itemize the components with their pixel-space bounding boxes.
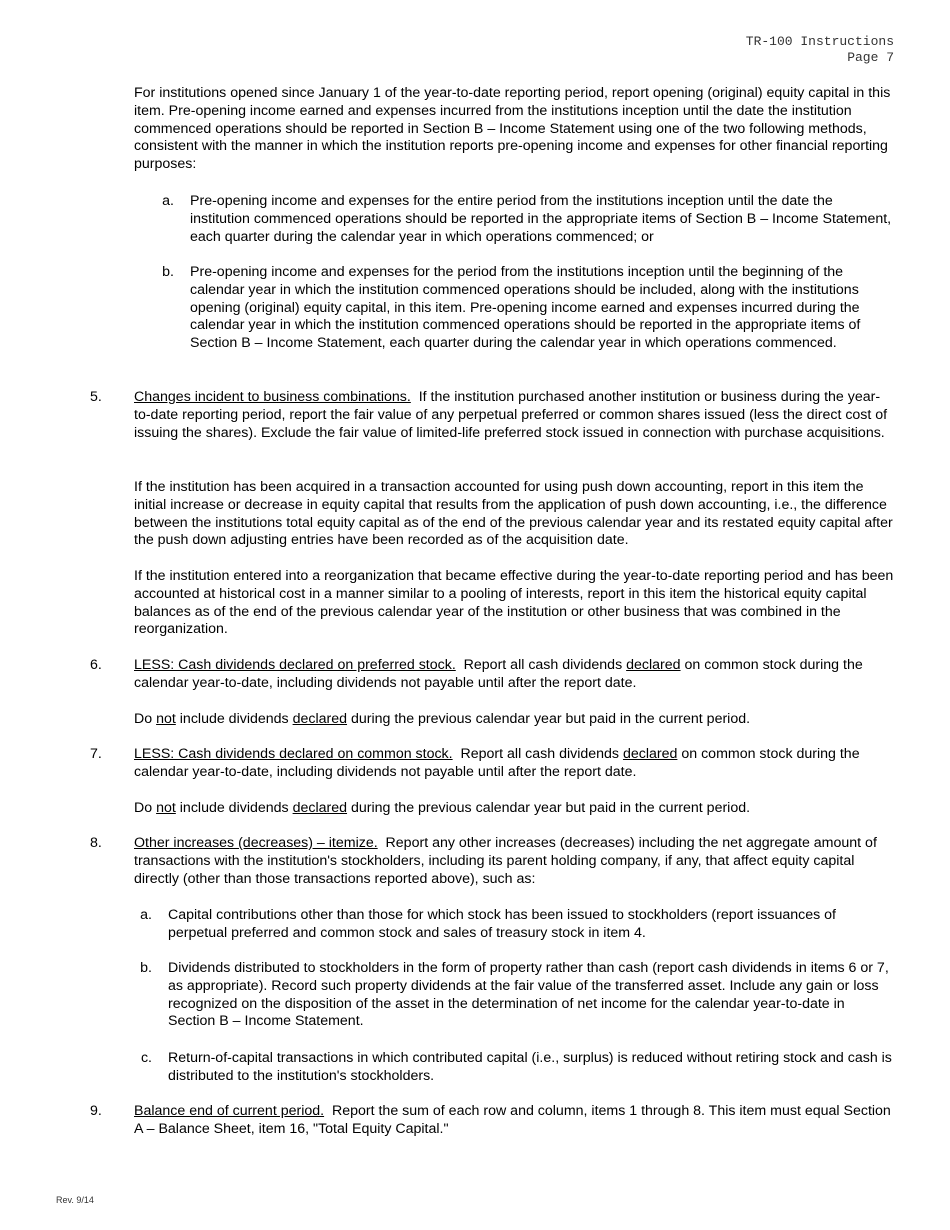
item-6-heading: LESS: Cash dividends declared on preferred stock.: [134, 657, 456, 673]
item-7-note-b: include dividends: [179, 800, 289, 816]
item-6-body-a: Report all cash dividends: [463, 657, 623, 673]
item-6-number: 6.: [90, 657, 102, 673]
item-6-declared: declared: [626, 657, 681, 673]
item-6-note-b: include dividends: [179, 711, 289, 727]
intro-item-a-text: Pre-opening income and expenses for the entire period from the institutions inception until the date the institution commenced operations should be reported in the appropriate items of Section B – Income Statement, each quarter during the calendar year in which operations commenced; or: [190, 193, 892, 245]
item-9-number: 9.: [90, 1103, 102, 1119]
item-7-heading: LESS: Cash dividends declared on common stock.: [134, 746, 453, 762]
item-5-body: If the institution purchased another institution or business during the year-to-date reporting period, report the fair value of any perpetual preferred or common shares issued (less the direct cost of issuing the shares). Exclude the fair value of limited-life preferred stock issued in connection with purchase acquisitions.: [134, 389, 888, 441]
item-5-reorganization-paragraph: If the institution entered into a reorganization that became effective during the year-to-date reporting period and has been accounted at historical cost in a manner similar to a pooling of interests, report in this item the historical equity capital balances as of the end of the previous calendar year of the institution or other business that was combined in the reorganization.: [134, 568, 894, 638]
item-6-not: not: [156, 711, 176, 727]
item-8-paragraph: [134, 835, 894, 888]
item-7-body-b: on common stock during the calendar year-to-date, including dividends not payable until after the report date.: [134, 746, 860, 780]
item-5-push-down-paragraph: If the institution has been acquired in a transaction accounted for using push down accounting, report in this item the initial increase or decrease in equity capital that results from the application of push down accounting, i.e., the difference between the institutions total equity capital as of the end of the previous calendar year and its restated equity capital after the push down adjusting entries have been recorded as of the acquisition date.: [134, 479, 893, 549]
item-7-number: 7.: [90, 746, 102, 762]
item-5-paragraph: [134, 389, 894, 442]
item-9-paragraph: [134, 1103, 894, 1139]
item-8c-text: Return-of-capital transactions in which contributed capital (i.e., surplus) is reduced without retiring stock and cash is distributed to the institution's stockholders.: [168, 1050, 892, 1084]
intro-item-a-label: a.: [162, 193, 174, 209]
intro-paragraph: For institutions opened since January 1 of the year-to-date reporting period, report opening (original) equity capital in this item. Pre-opening income earned and expenses incurred from the institutions inception until the date the institution commenced operations should be reported in Section B – Income Statement using one of the two following methods, consistent with the manner in which the institution reports pre-opening income and expenses for other financial reporting purposes:: [134, 85, 891, 173]
item-7-note: [134, 800, 894, 818]
item-6-note-c: during the previous calendar year but paid in the current period.: [350, 711, 751, 727]
document-title: TR-100 Instructions: [745, 34, 894, 49]
item-8b-label: b.: [140, 960, 152, 976]
item-8-number: 8.: [90, 835, 102, 851]
item-6-body-b: on common stock during the calendar year-to-date, including dividends not payable until after the report date.: [134, 657, 863, 691]
item-9-body: Report the sum of each row and column, items 1 through 8. This item must equal Section A – Balance Sheet, item 16, "Total Equity Capital.": [134, 1103, 891, 1137]
revision-footer: Rev. 9/14: [56, 1195, 94, 1205]
item-8-body: Report any other increases (decreases) including the net aggregate amount of transactions with the institution's stockholders, including its parent holding company, if any, that affect equity capital directly (other than those transactions reported above), such as:: [134, 835, 877, 887]
item-9-heading: Balance end of current period.: [134, 1103, 325, 1119]
item-6-note-a: Do: [134, 711, 153, 727]
item-7-not: not: [156, 800, 176, 816]
item-5-heading: Changes incident to business combinations.: [134, 389, 411, 405]
item-8a-label: a.: [140, 907, 152, 923]
item-6-paragraph: [134, 657, 894, 693]
item-7-declared: declared: [622, 746, 678, 762]
item-7-note-c: during the previous calendar year but paid in the current period.: [350, 800, 751, 816]
item-8a-text: Capital contributions other than those for which stock has been issued to stockholders (report issuances of perpetual preferred and common stock and sales of treasury stock in item 4.: [168, 907, 836, 941]
item-8b-text: Dividends distributed to stockholders in the form of property rather than cash (report cash dividends in items 6 or 7, as appropriate). Record such property dividends at the fair value of the transferred asset. Include any gain or loss recognized on the disposition of the asset in the determination of net income for the calendar year-to-date in Section B – Income Statement.: [168, 960, 889, 1030]
item-7-body-a: Report all cash dividends: [460, 746, 620, 762]
page-header: [746, 34, 894, 66]
item-6-note-declared: declared: [292, 711, 348, 727]
item-7-note-declared: declared: [292, 800, 348, 816]
item-8c-label: c.: [140, 1050, 152, 1066]
page-number: Page 7: [847, 50, 894, 65]
item-7-paragraph: [134, 746, 894, 782]
item-5-number: 5.: [90, 389, 102, 405]
item-8-heading: Other increases (decreases) – itemize.: [134, 835, 378, 851]
intro-item-b-text: Pre-opening income and expenses for the period from the institutions inception until the beginning of the calendar year in which the institution commenced operations should be included, along with the institutions opening (original) equity capital, in this item. Pre-opening income earned and expenses incurred during the calendar year in which the institution commenced operations should be reported in the appropriate items of Section B – Income Statement, each quarter during the calendar year in which operations commenced.: [190, 264, 861, 352]
intro-item-b-label: b.: [162, 264, 174, 280]
item-7-note-a: Do: [134, 800, 153, 816]
item-6-note: [134, 711, 894, 729]
